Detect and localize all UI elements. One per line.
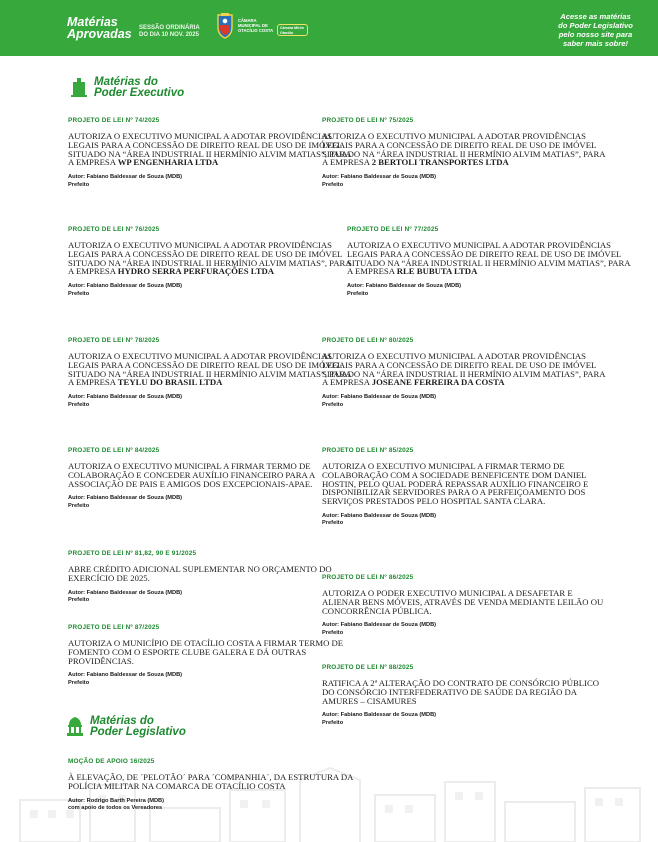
section-title-line2: Poder Executivo <box>94 87 185 99</box>
cta-line1: Acesse as matérias <box>560 12 631 21</box>
law-author: Autor: Fabiano Baldessar de Souza (MDB) Prefeito <box>68 589 183 603</box>
law-author: Autor: Fabiano Baldessar de Souza (MDB) Prefeito <box>68 672 183 686</box>
website-call-to-action[interactable] <box>544 12 647 48</box>
law-item <box>322 574 612 637</box>
municipal-crest-icon <box>215 12 235 39</box>
law-author: Autor: Fabiano Baldessar de Souza (MDB) Prefeito <box>322 712 437 726</box>
law-description: AUTORIZA O EXECUTIVO MUNICIPAL A ADOTAR PROVIDÊNCIAS LEGAIS PARA A CONCESSÃO DE DIREITO REAL DE USO DE IMÓVEL SITUADO NA “ÁREA INDUSTRIAL II HERMÍNIO ALVIM MATIAS”, PARA A EMPRESA HYDRO SERRA PERFURAÇÕES LTDA <box>68 240 352 277</box>
law-description: ABRE CRÉDITO ADICIONAL SUPLEMENTAR NO ORÇAMENTO DO EXERCÍCIO DE 2025. <box>68 564 332 583</box>
section-title-legislativo <box>90 716 186 738</box>
law-item <box>347 226 637 298</box>
law-description: AUTORIZA O EXECUTIVO MUNICIPAL A ADOTAR PROVIDÊNCIAS LEGAIS PARA A CONCESSÃO DE DIREITO REAL DE USO DE IMÓVEL SITUADO NA “ÁREA INDUSTRIAL II HERMÍNIO ALVIM MATIAS”, PARA A EMPRESA RLE BUBUTA LTDA <box>347 240 631 277</box>
law-description: AUTORIZA O EXECUTIVO MUNICIPAL A FIRMAR TERMO DE COLABORAÇÃO E CONCEDER AUXÍLIO FINANCEIRO PARA A ASSOCIAÇÃO DE PAIS E AMIGOS DOS EXCEPCIONAIS-APAE. <box>68 461 315 489</box>
law-number: PROJETO DE LEI Nº 80/2025 <box>322 337 414 344</box>
company-name: TEYLU DO BRASIL LTDA <box>117 377 223 388</box>
law-item <box>68 117 358 189</box>
law-description: AUTORIZA O EXECUTIVO MUNICIPAL A ADOTAR PROVIDÊNCIAS LEGAIS PARA A CONCESSÃO DE DIREITO REAL DE USO DE IMÓVEL SITUADO NA “ÁREA INDUSTRIAL II HERMÍNIO ALVIM MATIAS”, PARA A EMPRESA JOSEANE FERREIRA DA COSTA <box>322 351 606 388</box>
motion-item <box>68 758 358 812</box>
law-item <box>68 447 358 510</box>
law-description: AUTORIZA O MUNICÍPIO DE OTACÍLIO COSTA A FIRMAR TERMO DE FOMENTO COM O ESPORTE CLUBE GALERA E DÁ OUTRAS PROVIDÊNCIAS. <box>68 638 344 666</box>
session-date <box>139 25 200 39</box>
law-author: Autor: Fabiano Baldessar de Souza (MDB) Prefeito <box>68 174 183 188</box>
law-number: PROJETO DE LEI Nº 84/2025 <box>68 447 160 454</box>
law-item <box>68 550 358 604</box>
company-name: WP ENGENHARIA LTDA <box>117 157 219 168</box>
law-description: AUTORIZA O EXECUTIVO MUNICIPAL A ADOTAR PROVIDÊNCIAS LEGAIS PARA A CONCESSÃO DE DIREITO REAL DE USO DE IMÓVEL SITUADO NA “ÁREA INDUSTRIAL II HERMÍNIO ALVIM MATIAS”, PARA A EMPRESA 2 BERTOLI TRANSPORTES LTDA <box>322 131 606 168</box>
law-number: PROJETO DE LEI Nº 88/2025 <box>322 664 414 671</box>
law-author: Autor: Fabiano Baldessar de Souza (MDB) Prefeito <box>68 283 183 297</box>
law-item <box>68 337 358 409</box>
law-number: PROJETO DE LEI Nº 87/2025 <box>68 624 160 631</box>
session-line2: DO DIA 10 NOV. 2025 <box>139 32 199 38</box>
law-item <box>322 337 612 409</box>
law-number: PROJETO DE LEI Nº 78/2025 <box>68 337 160 344</box>
motion-author: Autor: Rodrigo Barth Pereira (MDB) com apoio de todos os Vereadores <box>68 797 165 811</box>
law-description: RATIFICA A 2ª ALTERAÇÃO DO CONTRATO DE CONSÓRCIO PÚBLICO DO CONSÓRCIO INTERFEDERATIVO DE SAÚDE DA REGIÃO DA AMURES – CISAMURES <box>322 678 600 706</box>
law-author: Autor: Fabiano Baldessar de Souza (MDB) Prefeito <box>68 495 183 509</box>
motion-number: MOÇÃO DE APOIO 16/2025 <box>68 758 155 765</box>
law-author: Autor: Fabiano Baldessar de Souza (MDB) Prefeito <box>322 512 437 527</box>
law-number: PROJETO DE LEI Nº 85/2025 <box>322 447 414 454</box>
session-line1: SESSÃO ORDINÁRIA <box>139 25 200 31</box>
company-name: HYDRO SERRA PERFURAÇÕES LTDA <box>117 266 275 277</box>
banner-title <box>67 16 132 40</box>
law-number: PROJETO DE LEI Nº 76/2025 <box>68 226 160 233</box>
company-name: RLE BUBUTA LTDA <box>396 266 478 277</box>
banner-title-line1: Matérias <box>67 15 118 29</box>
camara-mirim-badge: Câmara Mirim Otacílio <box>277 24 308 36</box>
section-heading-executivo <box>70 77 270 101</box>
law-number: PROJETO DE LEI Nº 86/2025 <box>322 574 414 581</box>
section-heading-legislativo <box>66 716 266 740</box>
company-name: 2 BERTOLI TRANSPORTES LTDA <box>371 157 509 168</box>
law-item <box>322 447 612 528</box>
law-description: AUTORIZA O EXECUTIVO MUNICIPAL A ADOTAR PROVIDÊNCIAS LEGAIS PARA A CONCESSÃO DE DIREITO REAL DE USO DE IMÓVEL SITUADO NA “ÁREA INDUSTRIAL II HERMÍNIO ALVIM MATIAS”, PARA A EMPRESA WP ENGENHARIA LTDA <box>68 131 352 168</box>
section-title-executivo <box>94 77 184 99</box>
cta-line4: saber mais sobre! <box>563 39 628 48</box>
law-description: AUTORIZA O EXECUTIVO MUNICIPAL A FIRMAR TERMO DE COLABORAÇÃO COM A SOCIEDADE BENEFICENTE DOM DANIEL HOSTIN, PELO QUAL PODERÁ REPASSAR AUXÍLIO FINANCEIRO E DISPONIBILIZAR SERVIDORES PARA O A PERFEIÇOAMENTO DOS SERVIÇOS PRESTADOS PELO HOSPITAL SANTA CLARA. <box>322 461 589 507</box>
law-author: Autor: Fabiano Baldessar de Souza (MDB) Prefeito <box>322 622 437 636</box>
law-item <box>322 117 612 189</box>
law-description: AUTORIZA O PODER EXECUTIVO MUNICIPAL A DESAFETAR E ALIENAR BENS MÓVEIS, ATRAVÉS DE VENDA MEDIANTE LEILÃO OU CONCORRÊNCIA PÚBLICA. <box>322 588 604 616</box>
law-author: Autor: Fabiano Baldessar de Souza (MDB) Prefeito <box>322 174 437 188</box>
law-number: PROJETO DE LEI Nº 75/2025 <box>322 117 414 124</box>
section-title-line1: Matérias do <box>90 715 154 727</box>
building-icon <box>70 77 88 97</box>
cta-line3: pelo nosso site para <box>558 30 633 39</box>
company-name: JOSEANE FERREIRA DA COSTA <box>371 377 505 388</box>
banner-title-line2: Aprovadas <box>67 27 132 41</box>
law-item <box>68 226 358 298</box>
camara-logo-text: CÂMARA MUNICIPAL DE OTACÍLIO COSTA <box>238 18 274 33</box>
law-author: Autor: Fabiano Baldessar de Souza (MDB) Prefeito <box>322 394 437 408</box>
law-number: PROJETO DE LEI Nº 74/2025 <box>68 117 160 124</box>
law-author: Autor: Fabiano Baldessar de Souza (MDB) Prefeito <box>347 283 462 297</box>
motion-description: À ELEVAÇÃO, DE ´PELOTÃO´ PARA ´COMPANHIA´, DA ESTRUTURA DA POLÍCIA MILITAR NA COMARCA DE OTACÍLIO COSTA <box>68 772 353 791</box>
section-title-line2: Poder Legislativo <box>90 726 186 738</box>
law-number: PROJETO DE LEI Nº 77/2025 <box>347 226 439 233</box>
law-number: PROJETO DE LEI Nº 81,82, 90 E 91/2025 <box>68 550 197 557</box>
cta-line2: do Poder Legislativo <box>558 21 633 30</box>
law-author: Autor: Fabiano Baldessar de Souza (MDB) Prefeito <box>68 394 183 408</box>
capitol-icon <box>66 716 84 736</box>
law-item <box>322 664 612 727</box>
header-banner <box>0 0 658 56</box>
law-description: AUTORIZA O EXECUTIVO MUNICIPAL A ADOTAR PROVIDÊNCIAS LEGAIS PARA A CONCESSÃO DE DIREITO REAL DE USO DE IMÓVEL SITUADO NA “ÁREA INDUSTRIAL II HERMÍNIO ALVIM MATIAS”, PARA A EMPRESA TEYLU DO BRASIL LTDA <box>68 351 352 388</box>
law-item <box>68 624 358 687</box>
section-title-line1: Matérias do <box>94 76 158 88</box>
